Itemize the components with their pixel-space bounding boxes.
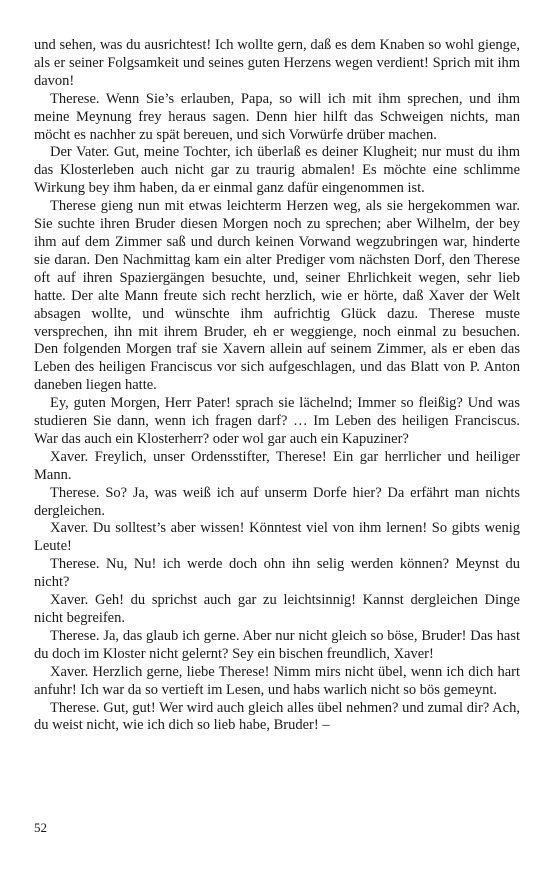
paragraph: Xaver. Freylich, unser Ordensstifter, Therese! Ein gar herrlicher und heiliger Mann. [34, 448, 520, 483]
paragraph: Therese. Gut, gut! Wer wird auch gleich alles übel nehmen? und zumal dir? Ach, du weist nicht, wie ich dich so lieb habe, Bruder! – [34, 699, 520, 734]
paragraph: Ey, guten Morgen, Herr Pater! sprach sie lächelnd; Immer so fleißig? Und was studieren Sie dann, wenn ich fragen darf? … Im Leben des heiligen Franciscus. War das auch ein Klosterherr? oder wol gar auch ein Kapuziner? [34, 395, 520, 447]
paragraph: Xaver. Geh! du sprichst auch gar zu leichtsinnig! Kannst dergleichen Dinge nicht begreifen. [34, 592, 520, 626]
page-number: 52 [34, 820, 47, 835]
paragraph: Therese. Nu, Nu! ich werde doch ohn ihn selig werden können? Meynst du nicht? [34, 556, 520, 591]
paragraph: und sehen, was du ausrichtest! Ich wollte gern, daß es dem Knaben so wohl gienge, als er seiner Folgsamkeit und seines guten Herzens wegen verdient! Sprich mit ihm davon! [34, 37, 520, 89]
paragraph: Therese. So? Ja, was weiß ich auf unserm Dorfe hier? Da erfährt man nichts dergleichen. [34, 484, 520, 519]
paragraph: Therese. Wenn Sie’s erlauben, Papa, so will ich mit ihm sprechen, und ihm meine Meynung frey heraus sagen. Denn hier hilft das Schweigen nichts, man möcht es nachher zu spät bereuen, und sich Vorwürfe drüber machen. [34, 90, 520, 143]
body-text [34, 37, 520, 735]
paragraph: Der Vater. Gut, meine Tochter, ich überlaß es deiner Klugheit; nur must du ihm das Klosterleben auch nicht gar zu traurig abmalen! Es möchte eine schlimme Wirkung bey ihm haben, da er einmal ganz dafür eingenommen ist. [34, 144, 520, 197]
paragraph: Therese. Ja, das glaub ich gerne. Aber nur nicht gleich so böse, Bruder! Das hast du doch im Kloster nicht gelernt? Sey ein bischen freundlich, Xaver! [34, 627, 520, 662]
document-page [34, 37, 520, 735]
paragraph: Xaver. Herzlich gerne, liebe Therese! Nimm mirs nicht übel, wenn ich dich hart anfuhr! Ich war da so vertieft im Lesen, und habs warlich nicht so bös gemeynt. [34, 663, 520, 698]
paragraph: Xaver. Du solltest’s aber wissen! Könntest viel von ihm lernen! So gibts wenig Leute! [34, 520, 520, 555]
paragraph: Therese gieng nun mit etwas leichterm Herzen weg, als sie hergekommen war. Sie suchte ihren Bruder diesen Morgen noch zu sprechen; aber Wilhelm, der bey ihm auf dem Zimmer saß und durch keinen Vorwand wegzubringen war, hinderte sie daran. Den Nachmittag kam ein alter Prediger vom nächsten Dorf, den Therese oft auf ihren Spaziergängen besuchte, und, seiner Ehrlichkeit wegen, sehr lieb hatte. Der alte Mann freute sich recht herzlich, wie er hörte, daß Xaver der Welt absagen wollte, und wünschte ihm aufrichtig Glück dazu. Therese muste versprechen, ihn mit ihrem Bruder, eh er weggienge, noch einmal zu besuchen. Den folgenden Morgen traf sie Xavern allein auf seinem Zimmer, als er eben das Leben des heiligen Franciscus vor sich aufgeschlagen, und das Blatt von P. Anton daneben liegen hatte. [34, 198, 520, 394]
